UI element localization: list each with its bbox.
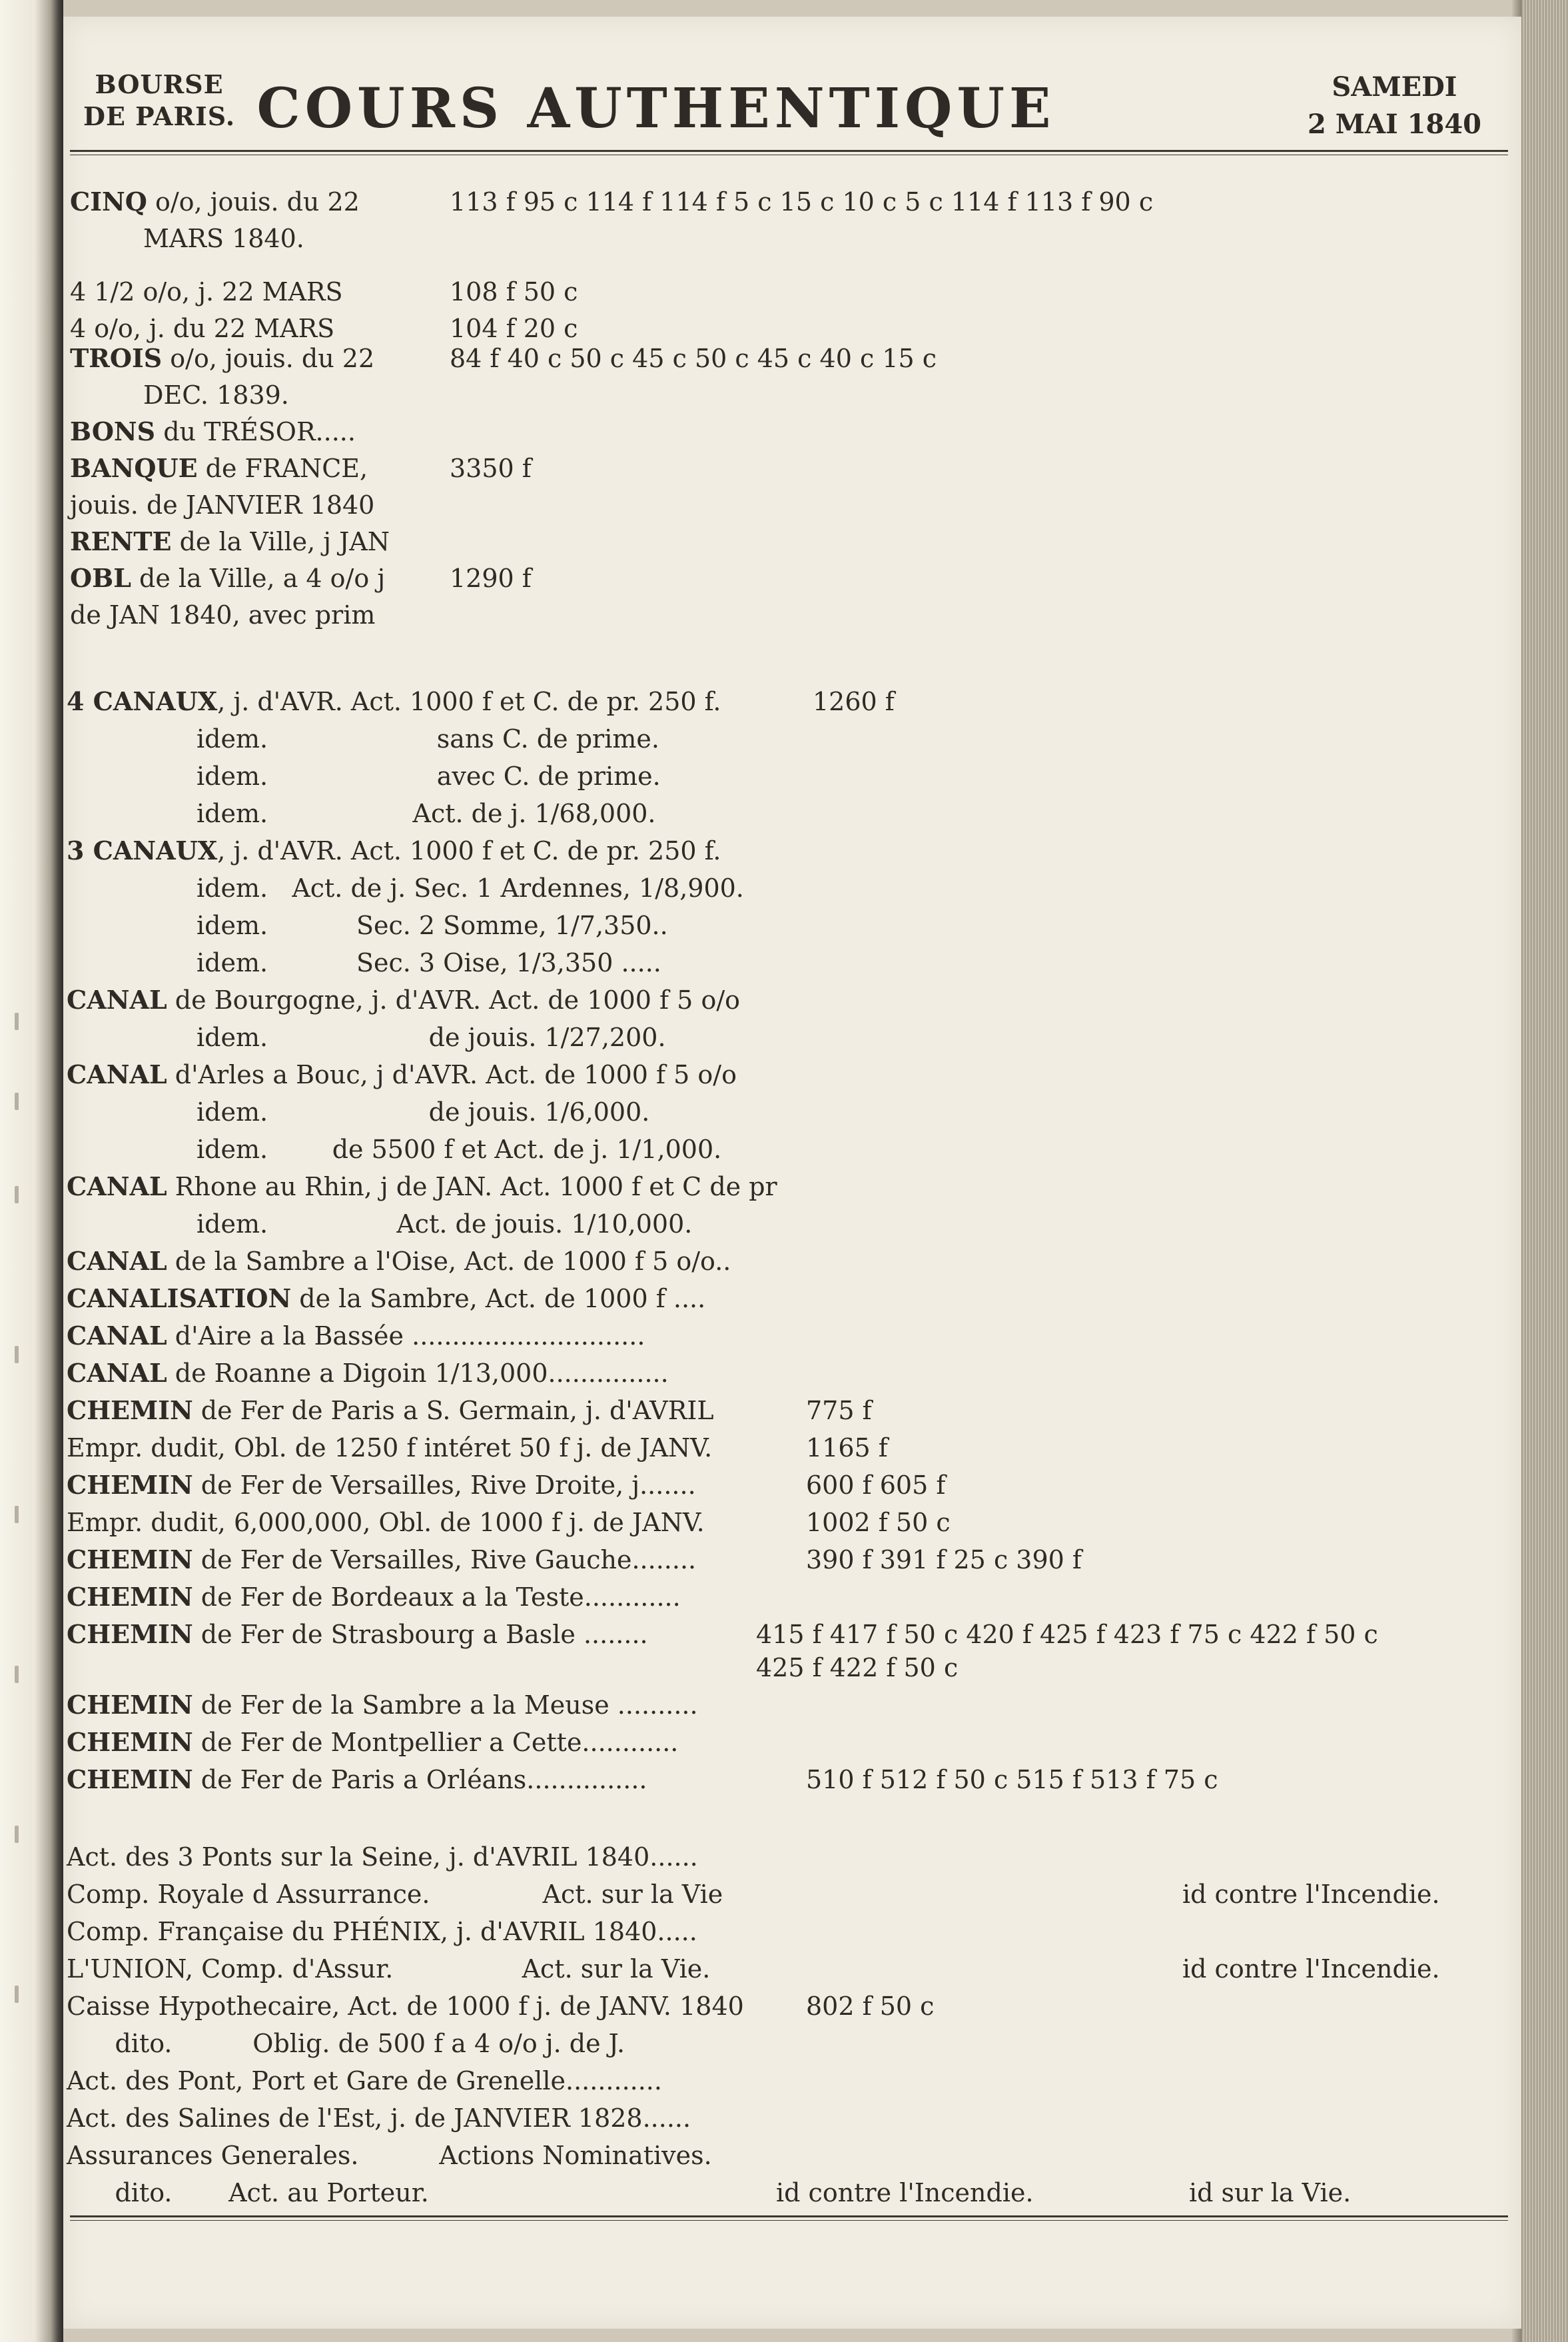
divers-text: Act. des Salines de l'Est, j. de JANVIER 1828......	[67, 2103, 691, 2133]
divers-price: id contre l'Incendie.	[776, 2178, 1034, 2207]
binding-stitch	[15, 1506, 19, 1523]
binding-stitch	[15, 1346, 19, 1363]
chemin-row	[67, 1470, 696, 1500]
chemin-row	[67, 1690, 698, 1720]
binding-stitch	[15, 1826, 19, 1843]
canal-text: idem. de jouis. 1/27,200.	[196, 1023, 666, 1052]
rente-subtext: jouis. de JANVIER 1840	[70, 490, 375, 520]
canal-label: CANAL	[67, 1059, 167, 1089]
rente-price: 113 f 95 c 114 f 114 f 5 c 15 c 10 c 5 c 114 f 113 f 90 c	[450, 187, 1154, 217]
chemin-text: de Fer de Bordeaux a la Teste............	[193, 1582, 681, 1612]
canal-row	[67, 1283, 705, 1314]
rente-price: 104 f 20 c	[450, 314, 578, 343]
divers-text: Comp. Française du PHÉNIX, j. d'AVRIL 1840.....	[67, 1917, 697, 1946]
divers-text: Comp. Royale d Assurrance. Act. sur la Vie	[67, 1880, 723, 1909]
canal-price: 1260 f	[813, 687, 895, 716]
divers-row	[67, 1842, 698, 1872]
canal-text: , j. d'AVR. Act. 1000 f et C. de pr. 250 f.	[217, 687, 721, 716]
chemin-text: de Fer de Versailles, Rive Gauche........	[193, 1545, 697, 1574]
chemin-row	[67, 1582, 681, 1612]
header-day: SAMEDI	[1332, 71, 1457, 103]
header-date: 2 MAI 1840	[1307, 109, 1481, 140]
divers-text: dito. Oblig. de 500 f a 4 o/o j. de J.	[67, 2029, 625, 2058]
rente-row	[70, 453, 368, 484]
canal-row	[196, 1022, 666, 1053]
rente-row	[70, 277, 343, 307]
rente-label: BANQUE	[70, 453, 198, 483]
canal-row	[67, 1321, 645, 1351]
divers-row	[67, 1916, 697, 1947]
chemin-price: 1002 f 50 c	[806, 1508, 951, 1537]
divers-row	[67, 2065, 662, 2096]
binding-stitch	[15, 1013, 19, 1030]
rente-row	[70, 563, 385, 594]
chemin-text: Empr. dudit, Obl. de 1250 f intéret 50 f j. de JANV.	[67, 1433, 713, 1463]
rente-price: 84 f 40 c 50 c 45 c 50 c 45 c 40 c 15 c	[450, 344, 937, 373]
rente-price: 1290 f	[450, 564, 532, 593]
chemin-text: de Fer de la Sambre a la Meuse ..........	[193, 1690, 698, 1720]
binding-stitch	[15, 1093, 19, 1110]
chemin-label: CHEMIN	[67, 1582, 193, 1612]
divers-price: 802 f 50 c	[806, 1992, 935, 2021]
rente-row-cont	[143, 380, 289, 410]
footer-rule	[70, 2215, 1508, 2221]
header-date-block	[1308, 69, 1481, 143]
canal-text: idem. de jouis. 1/6,000.	[196, 1097, 650, 1127]
canal-row	[67, 1059, 737, 1090]
canal-text: idem. sans C. de prime.	[196, 724, 659, 754]
rente-row-cont	[70, 600, 375, 630]
chemin-price: 510 f 512 f 50 c 515 f 513 f 75 c	[806, 1765, 1218, 1794]
canal-label: CANAL	[67, 1358, 167, 1388]
divers-text: Act. des Pont, Port et Gare de Grenelle............	[67, 2066, 662, 2095]
canal-text: d'Aire a la Bassée .............................	[167, 1321, 645, 1351]
chemin-label: CHEMIN	[67, 1544, 193, 1574]
chemin-price: 425 f 422 f 50 c	[756, 1653, 959, 1682]
chemin-row	[67, 1764, 647, 1795]
rente-price: 108 f 50 c	[450, 277, 578, 306]
canal-label: CANALISATION	[67, 1283, 292, 1313]
divers-row	[67, 2028, 625, 2059]
canal-row	[196, 1097, 649, 1127]
chemin-row	[67, 1395, 714, 1426]
canal-row	[67, 1171, 777, 1202]
canal-text: idem. Act. de j. 1/68,000.	[196, 799, 656, 828]
chemin-price: 600 f 605 f	[806, 1470, 946, 1500]
canal-text: idem. Act. de jouis. 1/10,000.	[196, 1209, 693, 1239]
chemin-price: 390 f 391 f 25 c 390 f	[806, 1545, 1082, 1574]
chemin-row	[67, 1507, 705, 1538]
canal-text: , j. d'AVR. Act. 1000 f et C. de pr. 250 f.	[217, 836, 721, 866]
canal-text: idem. de 5500 f et Act. de j. 1/1,000.	[196, 1135, 722, 1164]
chemin-label: CHEMIN	[67, 1470, 193, 1500]
rente-subtext: DEC. 1839.	[143, 380, 289, 410]
canal-text: de la Sambre a l'Oise, Act. de 1000 f 5 o/o..	[167, 1247, 731, 1276]
divers-right: id contre l'Incendie.	[1182, 1880, 1440, 1909]
divers-row	[67, 2140, 712, 2171]
chemin-label: CHEMIN	[67, 1690, 193, 1720]
rente-row	[70, 343, 374, 374]
chemin-label: CHEMIN	[67, 1395, 193, 1425]
rente-text: o/o, jouis. du 22	[162, 344, 375, 373]
rente-text: de la Ville, a 4 o/o j	[131, 564, 386, 593]
binding-stitch	[15, 1666, 19, 1683]
chemin-row	[67, 1544, 696, 1575]
rente-label: BONS	[70, 416, 156, 446]
canal-text: idem. Sec. 3 Oise, 1/3,350 .....	[196, 948, 661, 977]
chemin-text: de Fer de Paris a S. Germain, j. d'AVRIL	[193, 1396, 714, 1425]
canal-label: CANAL	[67, 1321, 167, 1351]
canal-text: d'Arles a Bouc, j d'AVR. Act. de 1000 f 5 o/o	[167, 1060, 737, 1089]
canal-row	[196, 724, 659, 754]
canal-row	[67, 836, 721, 866]
rente-text: 4 1/2 o/o, j. 22 MARS	[70, 277, 343, 306]
canal-text: de Bourgogne, j. d'AVR. Act. de 1000 f 5 o/o	[167, 985, 740, 1015]
rente-text: du TRÉSOR.....	[155, 417, 356, 446]
rente-text: de la Ville, j JAN	[171, 527, 390, 556]
canal-row	[67, 1358, 669, 1389]
rente-text: de FRANCE,	[197, 454, 368, 483]
chemin-row	[67, 1619, 648, 1650]
rente-label: RENTE	[70, 526, 172, 556]
canal-row	[196, 910, 668, 941]
divers-row	[67, 1991, 744, 2022]
canal-text: idem. Sec. 2 Somme, 1/7,350..	[196, 911, 668, 940]
chemin-price: 415 f 417 f 50 c 420 f 425 f 423 f 75 c 422 f 50 c	[756, 1620, 1378, 1649]
canal-text: de la Sambre, Act. de 1000 f ....	[291, 1284, 706, 1313]
rente-subtext: MARS 1840.	[143, 224, 304, 253]
header-bourse: BOURSE	[95, 69, 224, 99]
canal-row	[196, 798, 656, 829]
divers-right: id contre l'Incendie.	[1182, 1954, 1440, 1984]
canal-label: 3 CANAUX	[67, 836, 218, 866]
canal-row	[67, 1246, 731, 1277]
canal-label: CANAL	[67, 1171, 167, 1201]
canal-row	[196, 1134, 721, 1165]
chemin-price: 1165 f	[806, 1433, 888, 1463]
divers-row	[67, 2103, 691, 2133]
rente-label: TROIS	[70, 343, 163, 373]
chemin-text: de Fer de Paris a Orléans...............	[193, 1765, 647, 1794]
binding-stitch	[15, 1986, 19, 2003]
divers-row	[67, 1879, 723, 1910]
page-title: COURS AUTHENTIQUE	[256, 77, 1056, 141]
canal-text: de Roanne a Digoin 1/13,000...............	[167, 1359, 669, 1388]
chemin-text: de Fer de Montpellier a Cette............	[193, 1728, 679, 1757]
rente-row-cont	[143, 223, 304, 254]
divers-row	[67, 1954, 710, 1984]
page-edges	[1521, 0, 1568, 2342]
canal-row	[67, 686, 721, 717]
rente-text: o/o, jouis. du 22	[147, 187, 360, 217]
canal-row	[196, 873, 744, 903]
document-page	[63, 17, 1521, 2329]
divers-text: dito. Act. au Porteur.	[67, 2178, 429, 2207]
canal-text: Rhone au Rhin, j de JAN. Act. 1000 f et C de pr	[167, 1172, 777, 1201]
rente-row	[70, 313, 334, 344]
rente-row	[70, 187, 360, 217]
divers-text: L'UNION, Comp. d'Assur. Act. sur la Vie.	[67, 1954, 711, 1984]
rente-label: OBL	[70, 563, 131, 593]
chemin-label: CHEMIN	[67, 1727, 193, 1757]
divers-text: Caisse Hypothecaire, Act. de 1000 f j. de JANV. 1840	[67, 1992, 744, 2021]
canal-text: idem. avec C. de prime.	[196, 762, 661, 791]
canal-label: 4 CANAUX	[67, 686, 218, 716]
header-de-paris: DE PARIS.	[83, 101, 236, 131]
header-rule	[70, 150, 1508, 155]
book-binding	[0, 0, 63, 2342]
rente-label: CINQ	[70, 187, 147, 217]
rente-row	[70, 416, 356, 447]
rente-subtext: de JAN 1840, avec prim	[70, 600, 376, 630]
canal-row	[67, 985, 740, 1015]
chemin-text: Empr. dudit, 6,000,000, Obl. de 1000 f j. de JANV.	[67, 1508, 705, 1537]
canal-label: CANAL	[67, 985, 167, 1015]
canal-row	[196, 1209, 692, 1239]
canal-row	[196, 947, 661, 978]
chemin-row	[67, 1727, 678, 1758]
rente-price: 3350 f	[450, 454, 532, 483]
divers-right: id sur la Vie.	[1189, 2178, 1352, 2207]
chemin-price: 775 f	[806, 1396, 872, 1425]
canal-label: CANAL	[67, 1246, 167, 1276]
divers-text: Act. des 3 Ponts sur la Seine, j. d'AVRIL 1840......	[67, 1842, 698, 1872]
chemin-text: de Fer de Strasbourg a Basle ........	[193, 1620, 648, 1649]
rente-row	[70, 526, 390, 557]
chemin-label: CHEMIN	[67, 1619, 193, 1649]
rente-text: 4 o/o, j. du 22 MARS	[70, 314, 335, 343]
divers-row	[67, 2177, 429, 2208]
rente-row-cont	[70, 490, 374, 520]
chemin-text: de Fer de Versailles, Rive Droite, j.......	[193, 1470, 696, 1500]
canal-row	[196, 761, 661, 792]
canal-text: idem. Act. de j. Sec. 1 Ardennes, 1/8,900.	[196, 874, 744, 903]
chemin-row	[67, 1433, 712, 1463]
binding-stitch	[15, 1186, 19, 1203]
chemin-label: CHEMIN	[67, 1764, 193, 1794]
divers-text: Assurances Generales. Actions Nominatives.	[67, 2141, 712, 2170]
